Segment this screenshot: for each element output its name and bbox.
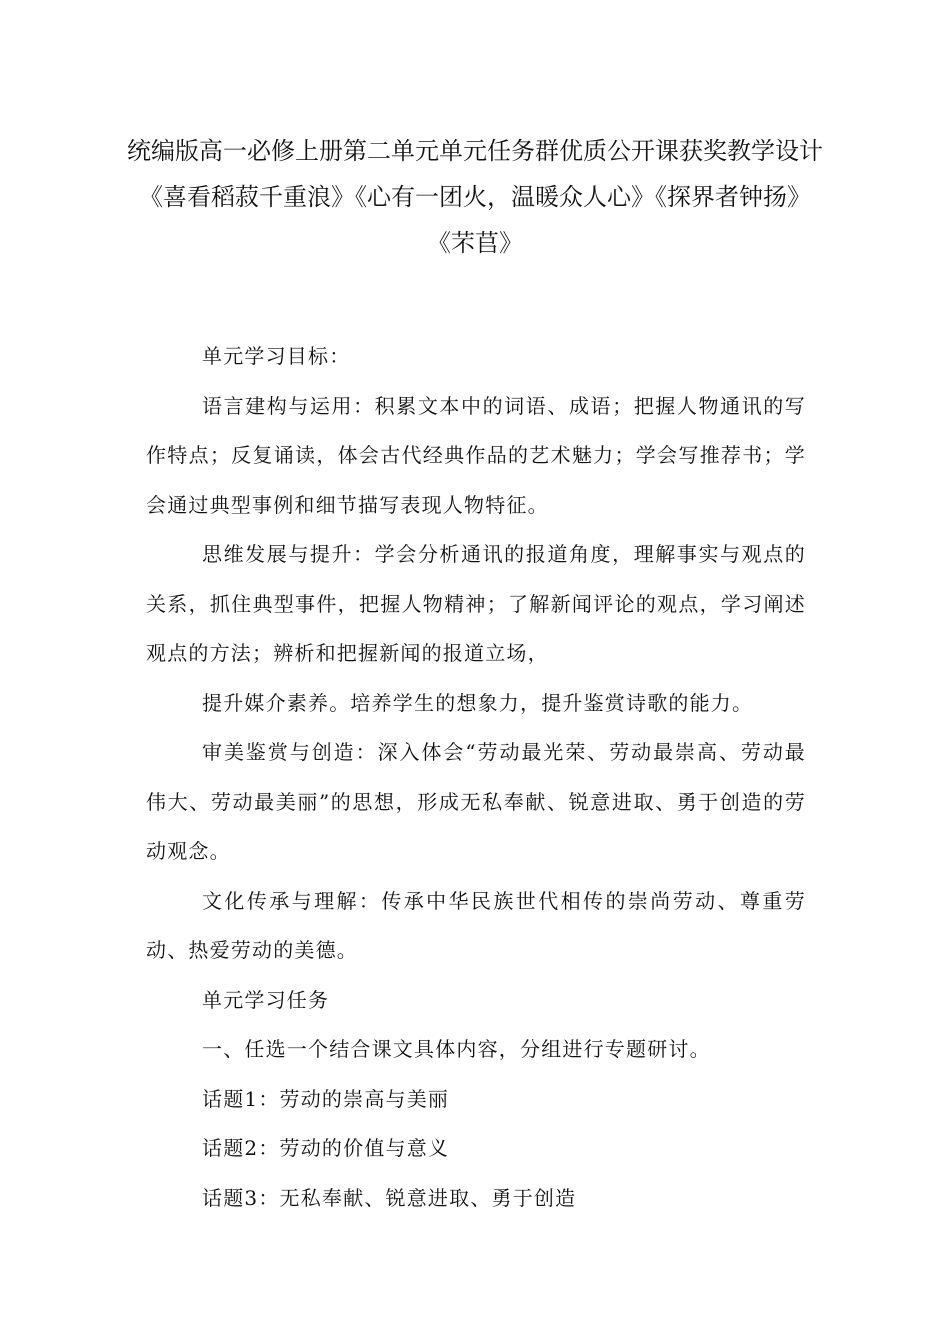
title-line-1: 统编版高一必修上册第二单元单元任务群优质公开课获奖教学设计 <box>127 137 823 165</box>
task-one: 一、任选一个结合课文具体内容，分组进行专题研讨。 <box>202 1037 711 1061</box>
section-heading-objectives: 单元学习目标： <box>202 344 351 368</box>
objective-media-literacy: 提升媒介素养。培养学生的想象力，提升鉴赏诗歌的能力。 <box>202 690 754 715</box>
topic-2: 话题2：劳动的价值与意义 <box>202 1136 450 1160</box>
document-title <box>100 128 850 266</box>
objective-culture: 文化传承与理解：传承中华民族世代相传的崇尚劳动、尊重劳动、热爱劳动的美德。 <box>146 888 806 962</box>
objective-thinking: 思维发展与提升：学会分析通讯的报道角度，理解事实与观点的关系，抓住典型事件，把握人物精神；了解新闻评论的观点，学习阐述观点的方法；辨析和把握新闻的报道立场， <box>146 542 806 665</box>
section-heading-tasks: 单元学习任务 <box>202 987 330 1012</box>
topic-1: 话题1：劳动的崇高与美丽 <box>202 1086 450 1111</box>
topic-3: 话题3：无私奉献、锐意进取、勇于创造 <box>202 1185 577 1210</box>
objective-aesthetics: 审美鉴赏与创造：深入体会“劳动最光荣、劳动最崇高、劳动最伟大、劳动最美丽”的思想，形成无私奉献、锐意进取、勇于创造的劳动观念。 <box>146 740 806 863</box>
document-body <box>146 332 806 1223</box>
objective-language: 语言建构与运用：积累文本中的词语、成语；把握人物通讯的写作特点；反复诵读，体会古代经典作品的艺术魅力；学会写推荐书；学会通过典型事例和细节描写表现人物特征。 <box>146 393 806 517</box>
title-line-3: 《芣苢》 <box>427 229 523 257</box>
title-line-2: 《喜看稻菽千重浪》《心有一团火，温暖众人心》《探界者钟扬》 <box>139 183 811 211</box>
